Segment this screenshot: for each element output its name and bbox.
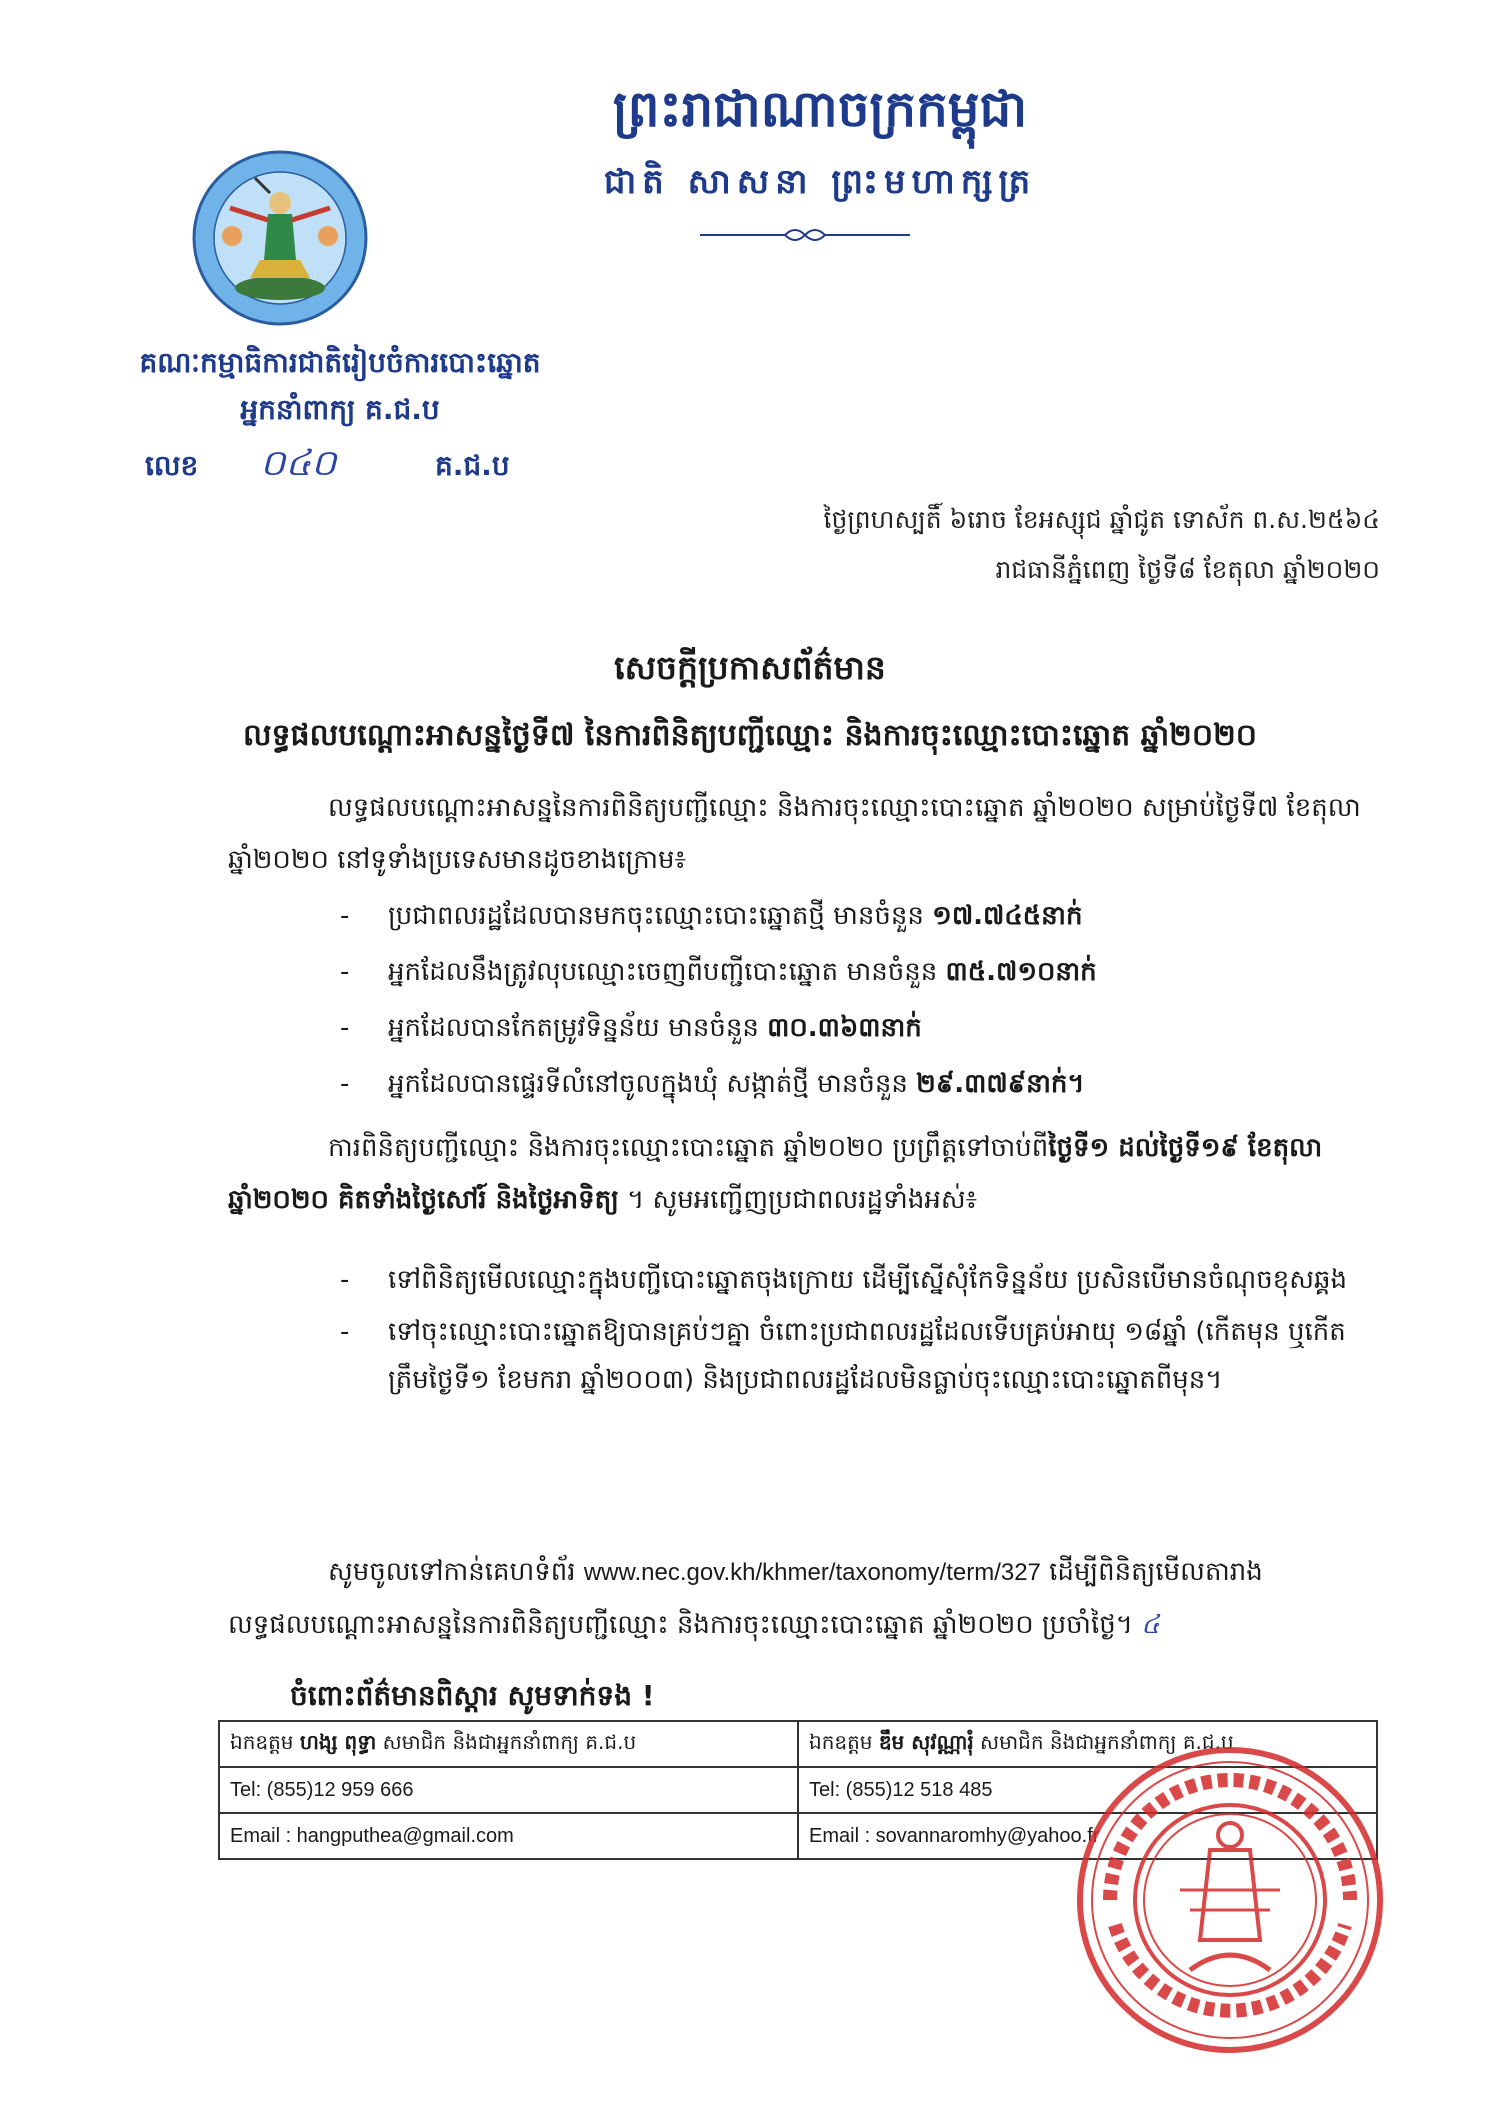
count-value: ៣០.៣៦៣នាក់ — [767, 1013, 922, 1043]
handwritten-mark: ៤ — [1141, 1610, 1160, 1640]
ornament-divider-icon — [700, 225, 910, 245]
kingdom-title: ព្រះរាជាណាចក្រកម្ពុជា — [612, 80, 1028, 138]
document-subtitle: លទ្ធផលបណ្តោះអាសន្នថ្ងៃទី៧ នៃការពិនិត្យបញ្ជីឈ្មោះ និងការចុះឈ្មោះបោះឆ្នោត ឆ្នាំ២០២០ — [242, 718, 1258, 753]
national-motto: ជាតិ សាសនា ព្រះមហាក្សត្រ — [603, 162, 1037, 202]
list-item: - អ្នកដែលបានកែតម្រូវទិន្នន័យ មានចំនួន ៣០.៣៦៣នាក់ — [340, 1000, 1390, 1056]
requests-list — [340, 1256, 1380, 1408]
results-list — [340, 888, 1390, 1112]
list-item: - អ្នកដែលនឹងត្រូវលុបឈ្មោះចេញពីបញ្ជីបោះឆ្នោត មានចំនួន ៣៥.៧១០នាក់ — [340, 944, 1390, 1000]
lunar-date: ថ្ងៃព្រហស្បតិ៍ ៦រោច ខែអស្សុជ ឆ្នាំជូត ទោស័ក ព.ស.២៥៦៤ — [823, 505, 1380, 534]
count-value: ៣៥.៧១០នាក់ — [945, 957, 1097, 987]
schedule-paragraph: ការពិនិត្យបញ្ជីឈ្មោះ និងការចុះឈ្មោះបោះឆ្នោត ឆ្នាំ២០២០ ប្រព្រឹត្តទៅចាប់ពីថ្ងៃទី១ ដល់ថ្ងៃទី១៩ ខែតុលា ឆ្នាំ២០២០ គិតទាំងថ្ងៃសៅរ៍ និងថ្ងៃអាទិត្យ ។ សូមអញ្ជើញប្រជាពលរដ្ឋទាំងអស់៖ — [228, 1133, 1323, 1215]
contact-tel: Tel: (855)12 959 666 — [219, 1767, 798, 1813]
contact-email[interactable]: Email : hangputhea@gmail.com — [219, 1813, 798, 1859]
count-value: ២៩.៣៧៩នាក់។ — [916, 1069, 1085, 1099]
reference-number-row — [145, 440, 605, 490]
list-item: - ទៅពិនិត្យមើលឈ្មោះក្នុងបញ្ជីបោះឆ្នោតចុងក្រោយ ដើម្បីស្នើសុំកែទិន្នន័យ ប្រសិនបើមានចំណុចខុសឆ្គង — [340, 1256, 1380, 1304]
list-item: - ទៅចុះឈ្មោះបោះឆ្នោតឱ្យបានគ្រប់ៗគ្នា ចំពោះប្រជាពលរដ្ឋដែលទើបគ្រប់អាយុ ១៨ឆ្នាំ (កើតមុន ឬកើតត្រឹមថ្ងៃទី១ ខែមករា ឆ្នាំ២០០៣) និងប្រជាពលរដ្ឋដែលមិនធ្លាប់ចុះឈ្មោះបោះឆ្នោតពីមុន។ — [340, 1308, 1380, 1404]
contact-email[interactable]: Email : sovannaromhy@yahoo.fr — [798, 1813, 1377, 1859]
intro-paragraph: លទ្ធផលបណ្តោះអាសន្ននៃការពិនិត្យបញ្ជីឈ្មោះ និងការចុះឈ្មោះបោះឆ្នោត ឆ្នាំ២០២០ សម្រាប់ថ្ងៃទី៧ ខែតុលា ឆ្នាំ២០២០ នៅទូទាំងប្រទេសមានដូចខាងក្រោម៖ — [228, 793, 1361, 875]
website-link[interactable]: www.nec.gov.kh/khmer/taxonomy/term/327 — [583, 1559, 1041, 1586]
organization-name: គណៈកម្មាធិការជាតិរៀបចំការបោះឆ្នោត — [139, 346, 541, 379]
contact-name-cell: ឯកឧត្តម ឌឹម សុវណ្ណារុំ សមាជិក និងជាអ្នកនាំពាក្យ គ.ជ.ប — [798, 1721, 1377, 1767]
organization-office: អ្នកនាំពាក្យ គ.ជ.ប — [240, 393, 440, 426]
reference-suffix: គ.ជ.ប — [435, 449, 510, 482]
list-item: - អ្នកដែលបានផ្ទេរទីលំនៅចូលក្នុងឃុំ សង្កាត់ថ្មី មានចំនួន ២៩.៣៧៩នាក់។ — [340, 1056, 1390, 1112]
reference-number: ០៤០ — [260, 443, 337, 484]
website-paragraph: សូមចូលទៅកាន់គេហទំព័រ www.nec.gov.kh/khmer/taxonomy/term/327 ដើម្បីពិនិត្យមើលតារាងលទ្ធផលបណ្តោះអាសន្ននៃការពិនិត្យបញ្ជីឈ្មោះ និងការចុះឈ្មោះបោះឆ្នោត ឆ្នាំ២០២០ ប្រចាំថ្ងៃ។ ៤ — [228, 1557, 1263, 1640]
contact-name-cell: ឯកឧត្តម ហង្ស ពុទ្ធា សមាជិក និងជាអ្នកនាំពាក្យ គ.ជ.ប — [219, 1721, 798, 1767]
nec-seal-emblem-icon — [190, 148, 370, 328]
document-title: សេចក្តីប្រកាសព័ត៌មាន — [614, 648, 886, 687]
reference-label: លេខ — [145, 449, 199, 482]
count-value: ១៧.៧៤៥នាក់ — [932, 901, 1083, 931]
official-red-stamp-icon — [1070, 1740, 1390, 2060]
schedule-dates: ថ្ងៃទី១ ដល់ថ្ងៃទី១៩ ខែតុលា ឆ្នាំ២០២០ គិតទាំងថ្ងៃសៅរ៍ និងថ្ងៃអាទិត្យ — [228, 1133, 1323, 1215]
contact-heading: ចំពោះព័ត៌មានពិស្តារ សូមទាក់ទង ! — [290, 1679, 655, 1712]
contact-tel: Tel: (855)12 518 485 — [798, 1767, 1377, 1813]
solar-date: រាជធានីភ្នំពេញ ថ្ងៃទី៨ ខែតុលា ឆ្នាំ២០២០ — [995, 555, 1380, 584]
list-item: - ប្រជាពលរដ្ឋដែលបានមកចុះឈ្មោះបោះឆ្នោតថ្មី មានចំនួន ១៧.៧៤៥នាក់ — [340, 888, 1390, 944]
